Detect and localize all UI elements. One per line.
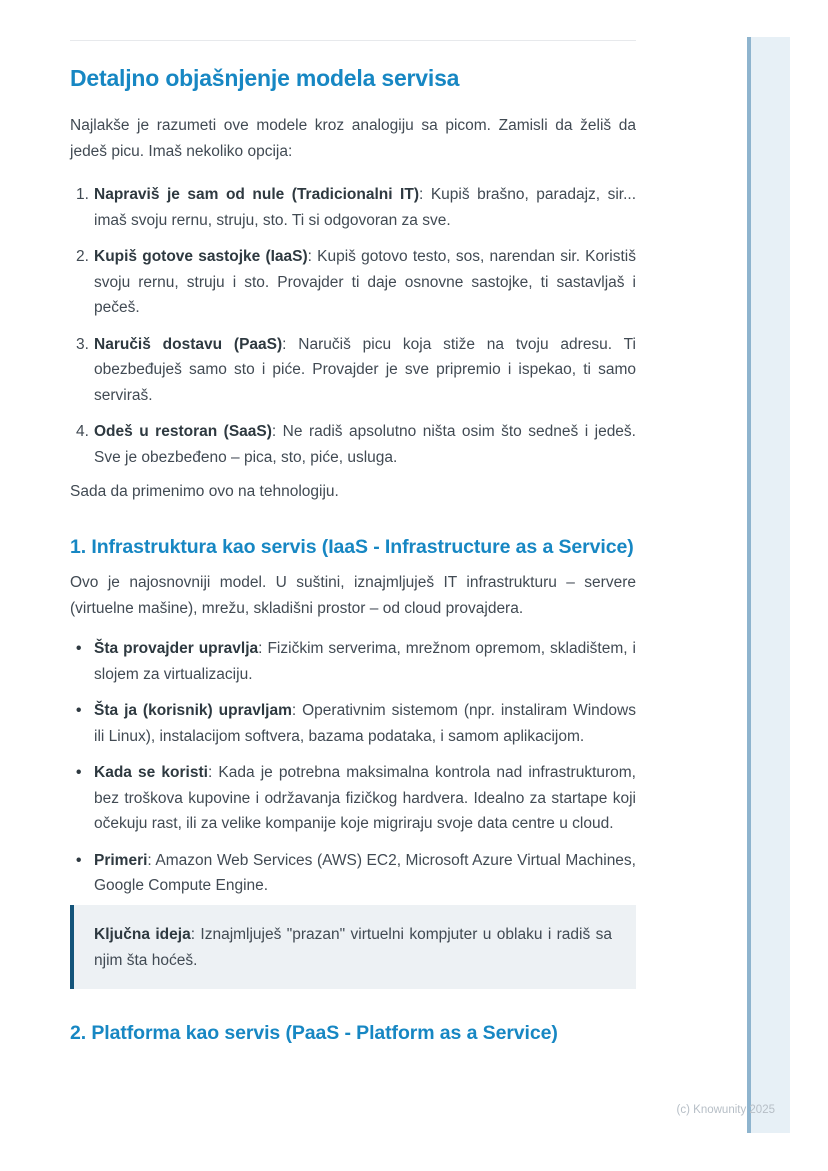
item-lead-bold: Naručiš dostavu (PaaS) <box>94 335 283 353</box>
item-lead-bold: Odeš u restoran (SaaS) <box>94 423 272 440</box>
list-number: 3. <box>76 335 89 353</box>
item-rest-text: : Fizičkim serverima, mrežnom opremom, skladištem, i slojem za virtualizaciju. <box>94 640 637 683</box>
item-rest-text: : Kupiš gotovo testo, sos, narendan sir. Koristiš svoju rernu, struju i sto. Provajder ti daje osnovne sastojke, ti sastavljaš i pečeš. <box>94 248 636 316</box>
list-item-text <box>94 636 636 687</box>
bullet-icon: • <box>76 764 82 781</box>
transition-paragraph: Sada da primenimo ovo na tehnologiju. <box>70 483 339 500</box>
iaas-intro-paragraph: Ovo je najosnovniji model. U suštini, iznajmljuješ IT infrastrukturu – servere (virtuelne mašine), mrežu, skladišni prostor – od cloud provajdera. <box>70 574 636 617</box>
item-rest-text: : Amazon Web Services (AWS) EC2, Microsoft Azure Virtual Machines, Google Compute Engine. <box>94 851 636 894</box>
list-item <box>70 182 636 233</box>
item-lead-bold: Kada se koristi <box>94 764 208 781</box>
item-lead-bold: Kupiš gotove sastojke (IaaS) <box>94 248 308 265</box>
right-scrollbar-strip[interactable] <box>747 37 790 1133</box>
list-item-text <box>94 419 636 470</box>
list-item <box>70 760 636 837</box>
list-item-text <box>94 244 636 321</box>
key-idea-callout <box>70 905 636 989</box>
page-title: Detaljno objašnjenje modela servisa <box>70 65 460 91</box>
item-rest-text: : Kada je potrebna maksimalna kontrola nad infrastrukturom, bez troškova kupovine i održavanja fizičkog hardvera. Idealno za startape koji očekuju rast, ili za velike kompanije koje migriraju svoje data centre u cloud. <box>94 764 636 832</box>
list-item <box>70 332 636 409</box>
bullet-icon: • <box>76 640 82 657</box>
list-number: 2. <box>76 248 89 265</box>
intro-paragraph: Najlakše je razumeti ove modele kroz analogiju sa picom. Zamisli da želiš da jedeš picu. Imaš nekoliko opcija: <box>70 117 636 160</box>
item-lead-bold: Primeri <box>94 851 148 869</box>
copyright-watermark: (c) Knowunity 2025 <box>676 1104 775 1116</box>
bullet-icon: • <box>76 851 82 869</box>
list-item <box>70 419 636 470</box>
list-number: 1. <box>76 186 89 203</box>
list-item <box>70 636 636 687</box>
item-rest-text: : Naručiš picu koja stiže na tvoju adresu. Ti obezbeđuješ samo sto i piće. Provajder je sve pripremio i ispekao, ti samo serviraš. <box>94 335 636 404</box>
list-item <box>70 244 636 321</box>
list-item-text <box>94 848 636 899</box>
item-rest-text: : Kupiš brašno, paradajz, sir... imaš svoju rernu, struju, sto. Ti si odgovoran za sve. <box>94 186 636 229</box>
iaas-details-list <box>70 636 636 899</box>
list-item-text <box>94 182 636 233</box>
item-lead-bold: Napraviš je sam od nule (Tradicionalni IT) <box>94 186 419 203</box>
callout-lead-bold: Ključna ideja <box>94 925 191 943</box>
section-heading-paas: 2. Platforma kao servis (PaaS - Platform as a Service) <box>70 1021 558 1044</box>
bullet-icon: • <box>76 702 82 719</box>
pizza-options-list <box>70 182 636 470</box>
section-heading-iaas: 1. Infrastruktura kao servis (IaaS - Infrastructure as a Service) <box>70 536 634 558</box>
document-content <box>70 0 636 1048</box>
callout-text: : Iznajmljuješ "prazan" virtuelni kompjuter u oblaku i radiš sa njim šta hoćeš. <box>94 925 612 969</box>
list-item-text <box>94 332 636 409</box>
list-number: 4. <box>76 423 89 440</box>
list-item-text <box>94 760 636 837</box>
top-divider <box>70 40 636 41</box>
item-lead-bold: Šta ja (korisnik) upravljam <box>94 702 292 719</box>
list-item <box>70 698 636 749</box>
list-item <box>70 848 636 899</box>
list-item-text <box>94 698 636 749</box>
item-rest-text: : Ne radiš apsolutno ništa osim što sedneš i jedeš. Sve je obezbeđeno – pica, sto, piće, usluga. <box>94 423 636 466</box>
item-lead-bold: Šta provajder upravlja <box>94 640 259 657</box>
item-rest-text: : Operativnim sistemom (npr. instaliram Windows ili Linux), instalacijom softvera, bazama podataka, i samom aplikacijom. <box>94 702 636 745</box>
